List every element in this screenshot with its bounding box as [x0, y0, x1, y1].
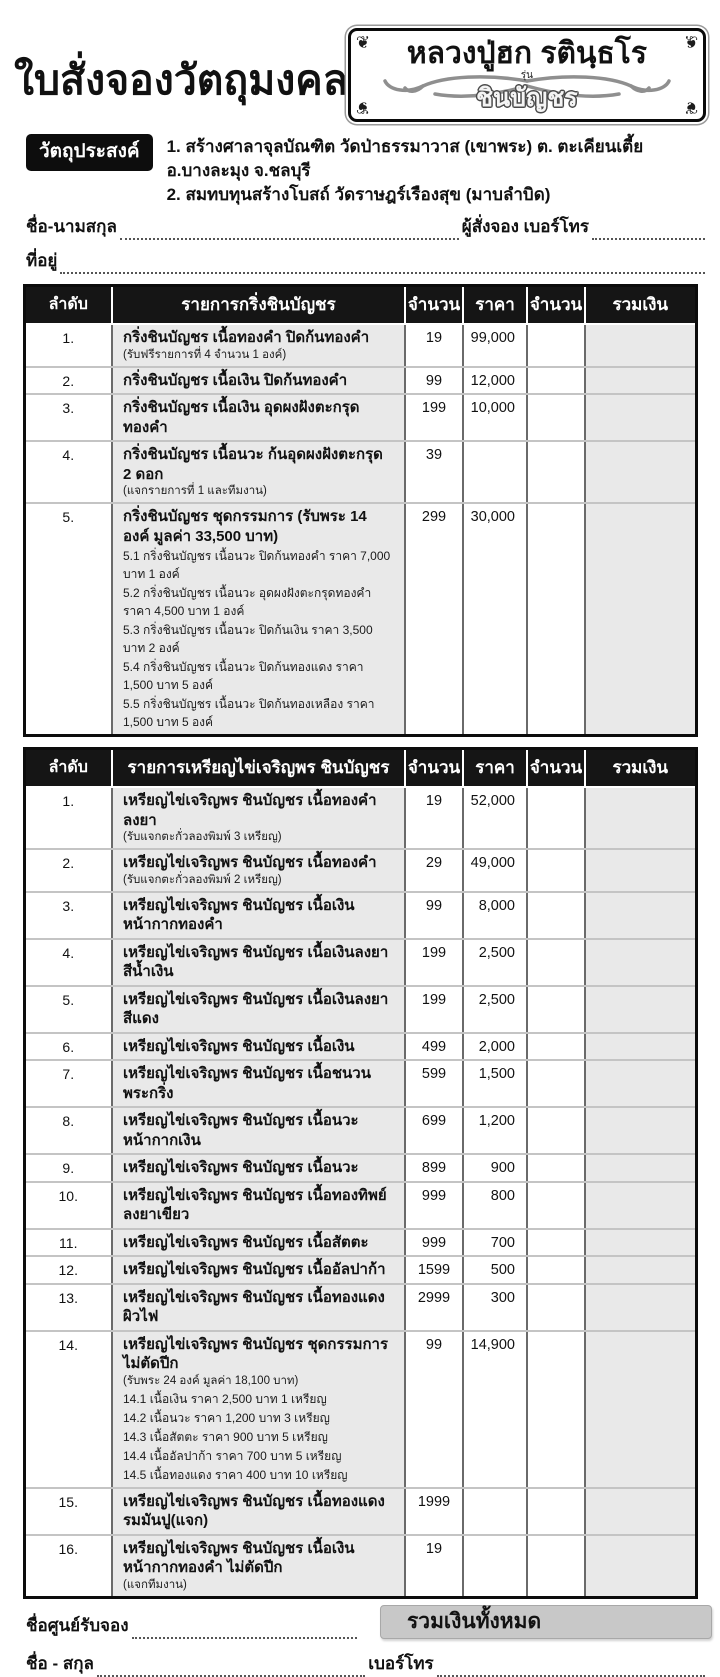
grand-total-label: รวมเงินทั้งหมด — [407, 1609, 542, 1633]
item-cell — [112, 394, 405, 441]
row-total-blank-cell — [585, 1154, 696, 1182]
price-value: 2,500 — [463, 986, 527, 1033]
column-header: ลำดับ — [24, 749, 112, 788]
made-count-value: 499 — [405, 1033, 463, 1061]
row-number: 2. — [24, 849, 112, 891]
table-row — [24, 367, 696, 395]
corner-flourish-icon — [356, 99, 370, 116]
item-note: (รับพระ 24 องค์ มูลค่า 18,100 บาท) — [123, 1374, 299, 1387]
order-qty-blank-cell — [527, 1182, 585, 1229]
order-qty-blank-cell — [527, 1060, 585, 1107]
item-cell — [112, 1284, 405, 1331]
item-note: (รับแจกตะกั่วลองพิมพ์ 2 เหรียญ) — [123, 873, 282, 886]
grand-total-bar — [380, 1605, 712, 1639]
order-qty-blank-cell — [527, 849, 585, 891]
item-name: กริ่งชินบัญชร เนื้อเงิน ปิดก้นทองคำ — [123, 371, 348, 389]
row-number: 8. — [24, 1107, 112, 1154]
item-note: (แจกรายการที่ 1 และทีมงาน) — [123, 485, 267, 498]
table-row — [24, 1060, 696, 1107]
purpose-section — [0, 124, 720, 206]
table-row — [24, 394, 696, 441]
made-count-value: 699 — [405, 1107, 463, 1154]
order-qty-blank-cell — [527, 324, 585, 366]
page-header — [0, 0, 720, 124]
order-qty-blank-cell — [527, 367, 585, 395]
item-subitem: 5.1 กริ่งชินบัญชร เนื้อนวะ ปิดก้นทองคำ ราคา 7,000 บาท 1 องค์ — [123, 549, 391, 582]
made-count-value: 599 — [405, 1060, 463, 1107]
table-row — [24, 1229, 696, 1257]
item-cell — [112, 1154, 405, 1182]
column-header: รายการเหรียญไข่เจริญพร ชินบัญชร — [112, 749, 405, 788]
row-total-blank-cell — [585, 1256, 696, 1284]
item-cell — [112, 503, 405, 736]
table-row — [24, 1033, 696, 1061]
order-qty-blank-cell — [527, 787, 585, 849]
edition-word: รุ่น — [520, 69, 534, 81]
made-count-value: 19 — [405, 787, 463, 849]
item-cell — [112, 892, 405, 939]
row-total-blank-cell — [585, 1331, 696, 1488]
made-count-value: 29 — [405, 849, 463, 891]
item-subitem: 14.3 เนื้อสัตตะ ราคา 900 บาท 5 เหรียญ — [123, 1429, 328, 1444]
order-qty-blank-cell — [527, 1033, 585, 1061]
table-row — [24, 849, 696, 891]
made-count-value: 899 — [405, 1154, 463, 1182]
row-total-blank-cell — [585, 1535, 696, 1597]
price-value: 8,000 — [463, 892, 527, 939]
item-cell — [112, 1107, 405, 1154]
row-number: 11. — [24, 1229, 112, 1257]
price-value: 900 — [463, 1154, 527, 1182]
table-row — [24, 1107, 696, 1154]
item-cell — [112, 986, 405, 1033]
item-cell — [112, 849, 405, 891]
item-cell — [112, 1535, 405, 1597]
price-value: 2,000 — [463, 1033, 527, 1061]
made-count-value: 1599 — [405, 1256, 463, 1284]
made-count-value: 199 — [405, 394, 463, 441]
edition-name: ชินบัญชร — [476, 83, 578, 112]
table-header-row — [24, 749, 696, 788]
page-title: ใบสั่งจองวัตถุมงคล — [14, 57, 348, 103]
item-name: เหรียญไข่เจริญพร ชินบัญชร ชุดกรรมการไม่ตัดปีก — [123, 1335, 389, 1373]
row-number: 9. — [24, 1154, 112, 1182]
item-name: เหรียญไข่เจริญพร ชินบัญชร เนื้อเงิน — [123, 1037, 355, 1055]
made-count-value: 19 — [405, 1535, 463, 1597]
order-qty-blank-cell — [527, 394, 585, 441]
purpose-badge: วัตถุประสงค์ — [26, 134, 153, 171]
price-value — [463, 1488, 527, 1535]
table-row — [24, 1331, 696, 1488]
phone-fill-line — [592, 224, 705, 240]
name-fill-row — [0, 213, 720, 240]
row-total-blank-cell — [585, 1182, 696, 1229]
row-total-blank-cell — [585, 1284, 696, 1331]
item-subitem: 14.5 เนื้อทองแดง ราคา 400 บาท 10 เหรียญ — [123, 1467, 348, 1482]
table-header-row — [24, 286, 696, 325]
order-qty-blank-cell — [527, 1284, 585, 1331]
row-number: 13. — [24, 1284, 112, 1331]
item-cell — [112, 367, 405, 395]
footer-name-label: ชื่อ - สกุล — [26, 1653, 94, 1673]
row-total-blank-cell — [585, 849, 696, 891]
item-name: เหรียญไข่เจริญพร ชินบัญชร เนื้อเงินลงยาสีน้ำเงิน — [123, 943, 389, 981]
row-total-blank-cell — [585, 1033, 696, 1061]
coin-items-table — [23, 747, 698, 1598]
name-fill-line — [120, 224, 459, 240]
item-note: (รับฟรีรายการที่ 4 จำนวน 1 องค์) — [123, 348, 287, 361]
made-count-value: 1999 — [405, 1488, 463, 1535]
row-number: 1. — [24, 787, 112, 849]
item-name: เหรียญไข่เจริญพร ชินบัญชร เนื้อทองทิพย์ ลงยาเขียว — [123, 1186, 387, 1224]
row-number: 12. — [24, 1256, 112, 1284]
item-cell — [112, 1488, 405, 1535]
made-count-value: 199 — [405, 939, 463, 986]
reservation-center-fill-line — [132, 1623, 357, 1639]
table-row — [24, 441, 696, 503]
item-name: กริ่งชินบัญชร เนื้อนวะ ก้นอุดผงฝังตะกรุด 2 ดอก — [123, 446, 383, 483]
column-header: ราคา — [463, 749, 527, 788]
made-count-value: 2999 — [405, 1284, 463, 1331]
item-cell — [112, 1229, 405, 1257]
row-number: 15. — [24, 1488, 112, 1535]
row-total-blank-cell — [585, 1107, 696, 1154]
item-name: เหรียญไข่เจริญพร ชินบัญชร เนื้อเงินหน้ากากทองคำ ไม่ตัดปีก — [123, 1539, 355, 1577]
corner-flourish-icon — [684, 99, 698, 116]
made-count-value: 299 — [405, 503, 463, 736]
price-value: 2,500 — [463, 939, 527, 986]
row-number: 6. — [24, 1033, 112, 1061]
table-row — [24, 1488, 696, 1535]
item-subitem: 5.3 กริ่งชินบัญชร เนื้อนวะ ปิดก้นเงิน ราคา 3,500 บาท 2 องค์ — [123, 623, 373, 656]
item-name: เหรียญไข่เจริญพร ชินบัญชร เนื้อสัตตะ — [123, 1233, 369, 1251]
order-qty-blank-cell — [527, 1154, 585, 1182]
price-value: 52,000 — [463, 787, 527, 849]
price-value: 1,500 — [463, 1060, 527, 1107]
item-cell — [112, 1256, 405, 1284]
item-name: กริ่งชินบัญชร เนื้อเงิน อุดผงฝังตะกรุดทองคำ — [123, 399, 360, 436]
made-count-value: 999 — [405, 1182, 463, 1229]
made-count-value: 999 — [405, 1229, 463, 1257]
item-subitem: 14.1 เนื้อเงิน ราคา 2,500 บาท 1 เหรียญ — [123, 1391, 327, 1406]
row-total-blank-cell — [585, 503, 696, 736]
column-header: จำนวน — [527, 286, 585, 325]
item-cell — [112, 1182, 405, 1229]
made-count-value: 199 — [405, 986, 463, 1033]
row-number: 16. — [24, 1535, 112, 1597]
row-total-blank-cell — [585, 1488, 696, 1535]
row-total-blank-cell — [585, 441, 696, 503]
item-name: เหรียญไข่เจริญพร ชินบัญชร เนื้อทองแดงรมมันปู(แจก) — [123, 1492, 385, 1530]
item-name: เหรียญไข่เจริญพร ชินบัญชร เนื้อชนวนพระกริ่ง — [123, 1065, 371, 1102]
price-value: 500 — [463, 1256, 527, 1284]
column-header: รวมเงิน — [585, 286, 696, 325]
column-header: จำนวน — [527, 749, 585, 788]
order-qty-blank-cell — [527, 892, 585, 939]
item-note: (รับแจกตะกั่วลองพิมพ์ 3 เหรียญ) — [123, 831, 282, 844]
item-cell — [112, 1331, 405, 1488]
row-total-blank-cell — [585, 787, 696, 849]
row-number: 3. — [24, 892, 112, 939]
item-name: เหรียญไข่เจริญพร ชินบัญชร เนื้ออัลปาก้า — [123, 1261, 386, 1279]
order-qty-blank-cell — [527, 441, 585, 503]
order-qty-blank-cell — [527, 1256, 585, 1284]
column-header: จำนวน — [405, 749, 463, 788]
purpose-line: 2. สมทบทุนสร้างโบสถ์ วัดราษฎร์เรืองสุข (มาบลำบิด) — [166, 184, 551, 204]
row-total-blank-cell — [585, 986, 696, 1033]
item-name: เหรียญไข่เจริญพร ชินบัญชร เนื้อทองคำ — [123, 854, 377, 872]
made-count-value: 99 — [405, 367, 463, 395]
kring-items-table — [23, 284, 698, 737]
item-subitem: 5.2 กริ่งชินบัญชร เนื้อนวะ อุดผงฝังตะกรุดทองคำ ราคา 4,500 บาท 1 องค์ — [123, 586, 372, 619]
order-qty-blank-cell — [527, 503, 585, 736]
address-fill-row — [0, 247, 720, 274]
price-value: 10,000 — [463, 394, 527, 441]
form-footer — [0, 1599, 720, 1677]
orderer-phone-label: ผู้สั่งจอง เบอร์โทร — [461, 217, 590, 237]
made-count-value: 19 — [405, 324, 463, 366]
order-qty-blank-cell — [527, 1107, 585, 1154]
table-row — [24, 986, 696, 1033]
footer-name-fill-line — [97, 1661, 365, 1677]
item-subitem: 14.2 เนื้อนวะ ราคา 1,200 บาท 3 เหรียญ — [123, 1410, 330, 1425]
address-fill-line — [60, 258, 705, 274]
price-value — [463, 441, 527, 503]
item-cell — [112, 1060, 405, 1107]
order-qty-blank-cell — [527, 986, 585, 1033]
item-name: เหรียญไข่เจริญพร ชินบัญชร เนื้อทองแดงผิวไฟ — [123, 1288, 385, 1326]
price-value: 800 — [463, 1182, 527, 1229]
price-value: 300 — [463, 1284, 527, 1331]
footer-phone-fill-line — [437, 1661, 705, 1677]
price-value: 12,000 — [463, 367, 527, 395]
monk-name: หลวงปู่ฮก รตินฺธโร — [406, 37, 647, 70]
order-qty-blank-cell — [527, 1488, 585, 1535]
item-name: เหรียญไข่เจริญพร ชินบัญชร เนื้อทองคำลงยา — [123, 792, 377, 829]
item-note: (แจกทีมงาน) — [123, 1578, 187, 1591]
table-row — [24, 503, 696, 736]
order-qty-blank-cell — [527, 1535, 585, 1597]
order-qty-blank-cell — [527, 1229, 585, 1257]
row-number: 4. — [24, 939, 112, 986]
made-count-value: 39 — [405, 441, 463, 503]
column-header: ลำดับ — [24, 286, 112, 325]
address-label: ที่อยู่ — [26, 251, 58, 271]
made-count-value: 99 — [405, 1331, 463, 1488]
item-cell — [112, 1033, 405, 1061]
row-number: 10. — [24, 1182, 112, 1229]
item-name: เหรียญไข่เจริญพร ชินบัญชร เนื้อเงิน หน้ากากทองคำ — [123, 896, 355, 934]
row-number: 5. — [24, 503, 112, 736]
row-number: 14. — [24, 1331, 112, 1488]
table-row — [24, 1154, 696, 1182]
table-row — [24, 1535, 696, 1597]
item-cell — [112, 787, 405, 849]
table-row — [24, 1182, 696, 1229]
row-number: 4. — [24, 441, 112, 503]
made-count-value: 99 — [405, 892, 463, 939]
price-value: 700 — [463, 1229, 527, 1257]
column-header: จำนวน — [405, 286, 463, 325]
price-value: 14,900 — [463, 1331, 527, 1488]
price-value: 1,200 — [463, 1107, 527, 1154]
item-cell — [112, 324, 405, 366]
item-name: เหรียญไข่เจริญพร ชินบัญชร เนื้อนวะหน้ากากเงิน — [123, 1112, 359, 1149]
table-row — [24, 787, 696, 849]
row-total-blank-cell — [585, 324, 696, 366]
row-total-blank-cell — [585, 394, 696, 441]
column-header: ราคา — [463, 286, 527, 325]
name-label: ชื่อ-นามสกุล — [26, 217, 117, 237]
reservation-center-label: ชื่อศูนย์รับจอง — [26, 1615, 129, 1635]
column-header: รายการกริ่งชินบัญชร — [112, 286, 405, 325]
table-row — [24, 324, 696, 366]
row-number: 1. — [24, 324, 112, 366]
item-subitem: 5.4 กริ่งชินบัญชร เนื้อนวะ ปิดก้นทองแดง ราคา 1,500 บาท 5 องค์ — [123, 660, 364, 693]
table-row — [24, 1284, 696, 1331]
row-total-blank-cell — [585, 892, 696, 939]
table-row — [24, 892, 696, 939]
order-qty-blank-cell — [527, 939, 585, 986]
table-row — [24, 939, 696, 986]
table-row — [24, 1256, 696, 1284]
price-value: 49,000 — [463, 849, 527, 891]
edition-title-box — [348, 28, 706, 122]
item-cell — [112, 939, 405, 986]
item-cell — [112, 441, 405, 503]
row-number: 3. — [24, 394, 112, 441]
item-name: เหรียญไข่เจริญพร ชินบัญชร เนื้อนวะ — [123, 1159, 359, 1177]
price-value: 30,000 — [463, 503, 527, 736]
item-name: กริ่งชินบัญชร เนื้อทองคำ ปิดก้นทองคำ — [123, 329, 370, 347]
item-subitem: 5.5 กริ่งชินบัญชร เนื้อนวะ ปิดก้นทองเหลือง ราคา 1,500 บาท 5 องค์ — [123, 697, 375, 730]
row-total-blank-cell — [585, 1060, 696, 1107]
purpose-line: 1. สร้างศาลาจุลบัณฑิต วัดป่าธรรมาวาส (เขาพระ) ต. ตะเคียนเตี้ย อ.บางละมุง จ.ชลบุรี — [166, 137, 644, 180]
row-total-blank-cell — [585, 367, 696, 395]
row-number: 7. — [24, 1060, 112, 1107]
row-number: 5. — [24, 986, 112, 1033]
row-total-blank-cell — [585, 939, 696, 986]
order-qty-blank-cell — [527, 1331, 585, 1488]
footer-phone-label: เบอร์โทร — [368, 1653, 434, 1673]
item-name: เหรียญไข่เจริญพร ชินบัญชร เนื้อเงินลงยาสีแดง — [123, 990, 389, 1028]
price-value: 99,000 — [463, 324, 527, 366]
row-total-blank-cell — [585, 1229, 696, 1257]
row-number: 2. — [24, 367, 112, 395]
price-value — [463, 1535, 527, 1597]
column-header: รวมเงิน — [585, 749, 696, 788]
item-subitem: 14.4 เนื้ออัลปาก้า ราคา 700 บาท 5 เหรียญ — [123, 1448, 342, 1463]
item-name: กริ่งชินบัญชร ชุดกรรมการ (รับพระ 14 องค์ มูลค่า 33,500 บาท) — [123, 508, 367, 545]
